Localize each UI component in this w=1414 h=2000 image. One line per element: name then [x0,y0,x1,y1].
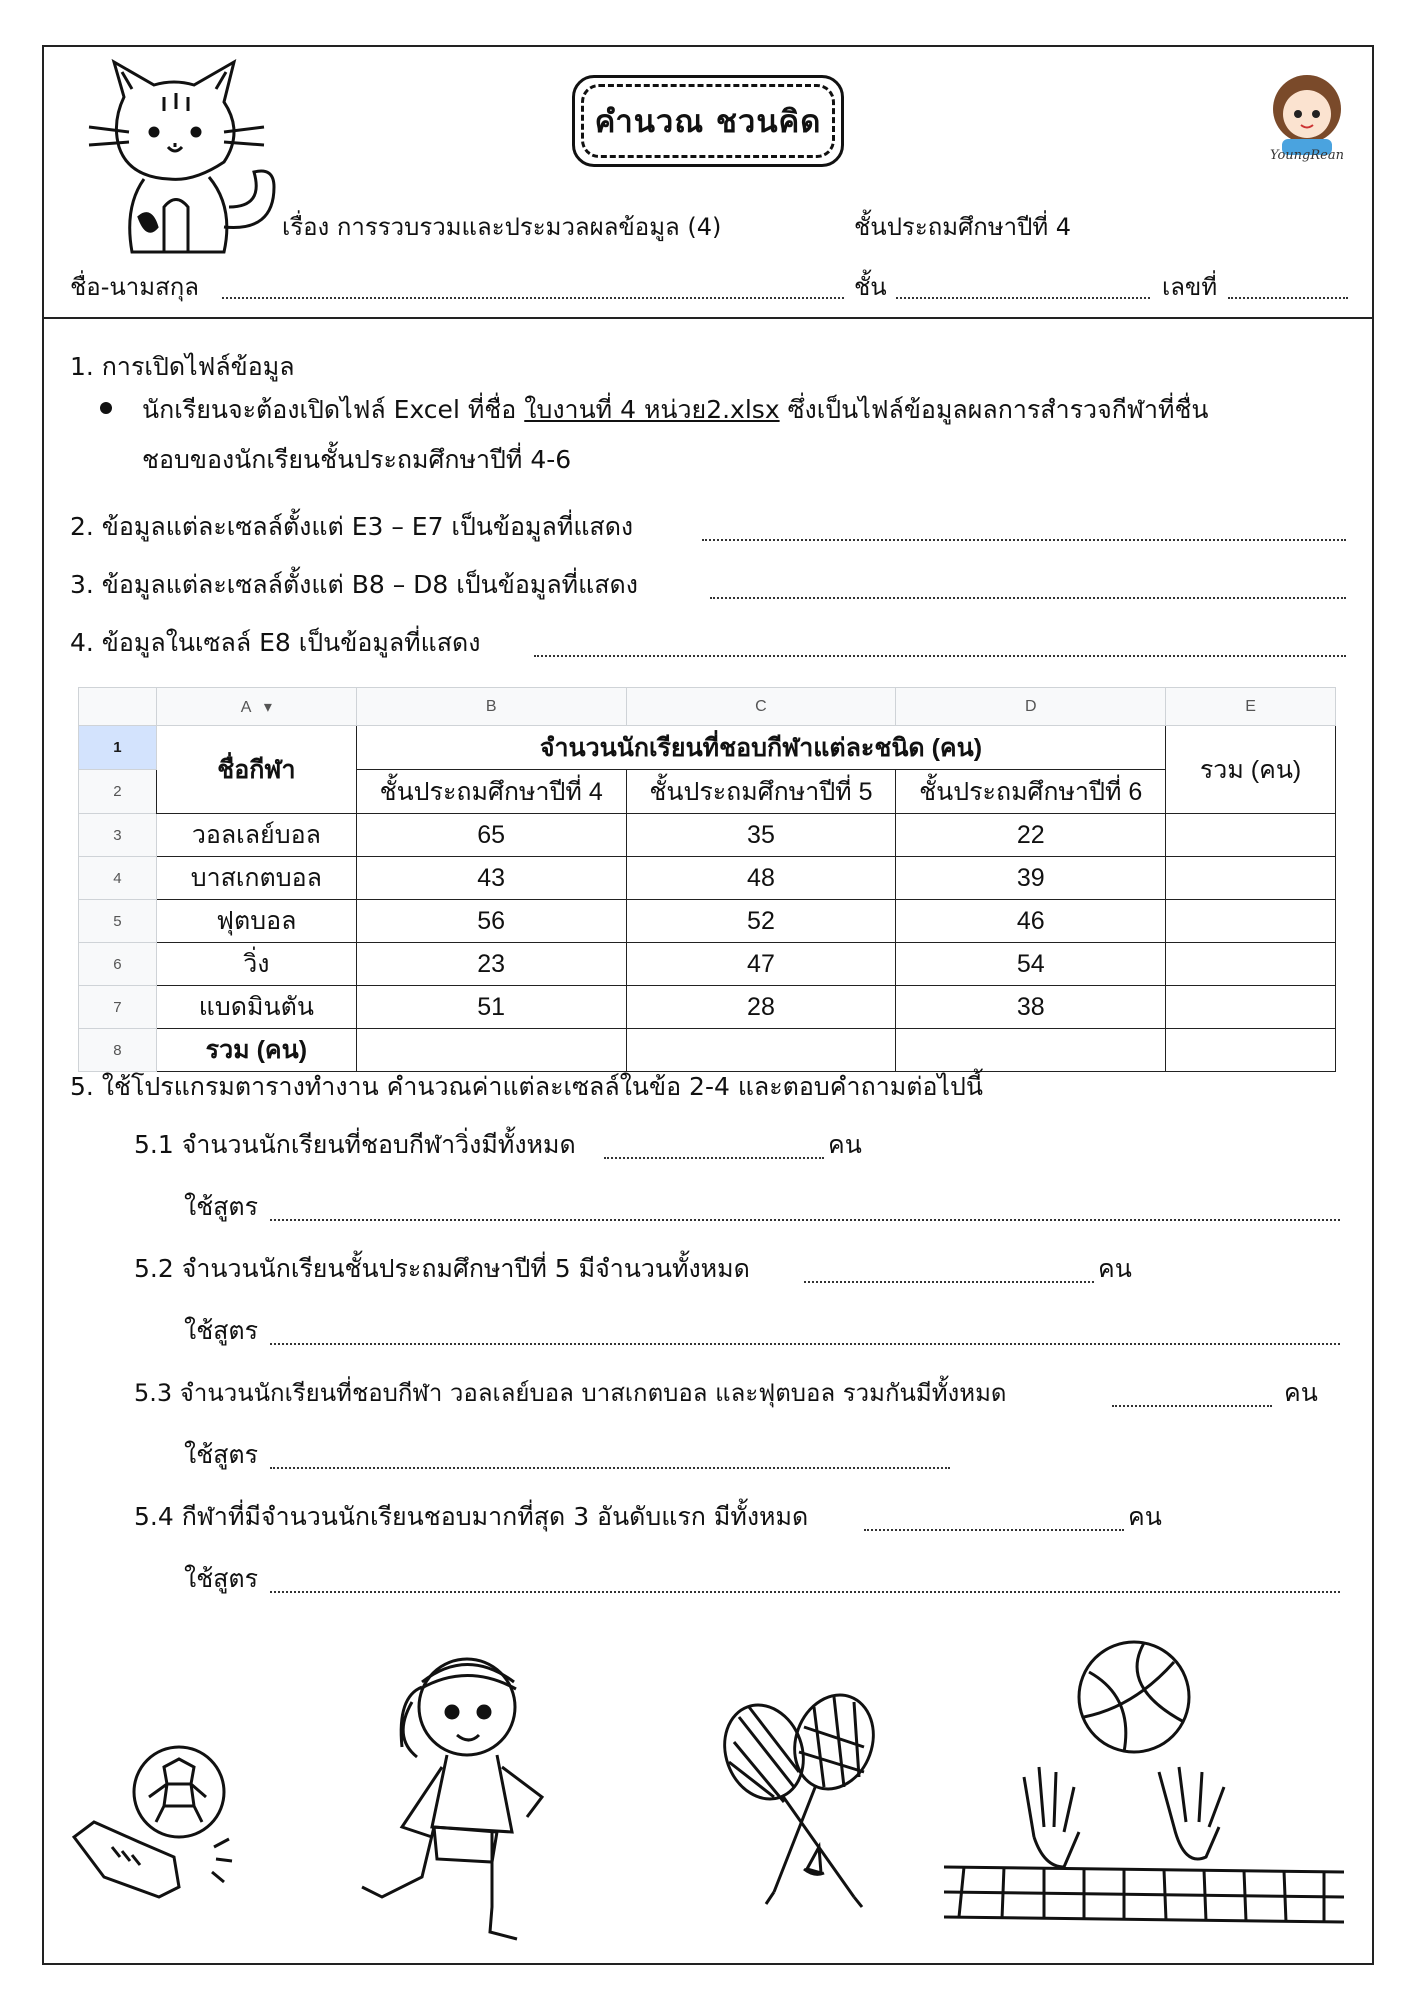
question-5-2: 5.2 จำนวนนักเรียนชั้นประถมศึกษาปีที่ 5 มีจำนวนทั้งหมด [134,1254,750,1283]
logo-text: YoungRean [1270,148,1344,163]
group-header-cell[interactable]: จำนวนนักเรียนที่ชอบกีฬาแต่ละชนิด (คน) [356,726,1165,770]
total-row-label[interactable]: รวม (คน) [156,1029,356,1072]
unit-label: คน [1128,1502,1162,1531]
unit-label: คน [828,1130,862,1159]
bullet-suffix: ซึ่งเป็นไฟล์ข้อมูลผลการสำรวจกีฬาที่ชื่น [787,395,1209,424]
p4-cell[interactable]: 51 [356,986,626,1029]
section1-bullet [142,390,1209,430]
column-header-d[interactable]: D [896,688,1166,726]
number-field[interactable] [1228,297,1348,299]
sport-header-cell[interactable]: ชื่อกีฬา [156,726,356,814]
worksheet-frame [42,45,1374,1965]
formula-label: ใช้สูตร [184,1440,259,1469]
sport-cell[interactable]: ฟุตบอล [156,900,356,943]
young-rean-logo [1252,59,1362,169]
grade-header-p5[interactable]: ชั้นประถมศึกษาปีที่ 5 [626,770,896,814]
worksheet-title: คำนวณ ชวนคิด [594,104,822,140]
answer-5-4-line[interactable] [864,1529,1124,1531]
subject-line: เรื่อง การรวบรวมและประมวลผลข้อมูล (4) [282,213,722,241]
p5-cell[interactable]: 35 [626,814,896,857]
question-3: 3. ข้อมูลแต่ละเซลล์ตั้งแต่ B8 – D8 เป็นข้อมูลที่แสดง [70,570,638,599]
total-header-cell[interactable]: รวม (คน) [1166,726,1336,814]
total-cell-e7[interactable] [1166,986,1336,1029]
p4-cell[interactable]: 23 [356,943,626,986]
p5-cell[interactable]: 28 [626,986,896,1029]
p6-cell[interactable]: 39 [896,857,1166,900]
table-row [79,857,1336,900]
unit-label: คน [1098,1254,1132,1283]
formula-label: ใช้สูตร [184,1192,259,1221]
section5-heading: 5. ใช้โปรแกรมตารางทำงาน คำนวณค่าแต่ละเซลล์ในข้อ 2-4 และตอบคำถามต่อไปนี้ [70,1072,984,1101]
table-row [79,943,1336,986]
unit-label: คน [1284,1378,1318,1407]
bullet-icon [100,402,112,414]
formula-5-2-line[interactable] [270,1343,1340,1345]
column-header-e[interactable]: E [1166,688,1336,726]
running-girl-illustration [342,1627,592,1957]
formula-label: ใช้สูตร [184,1316,259,1345]
grade-header-p4[interactable]: ชั้นประถมศึกษาปีที่ 4 [356,770,626,814]
question-5-4: 5.4 กีฬาที่มีจำนวนนักเรียนชอบมากที่สุด 3 อันดับแรก มีทั้งหมด [134,1502,809,1531]
spreadsheet [78,687,1336,1072]
p6-cell[interactable]: 38 [896,986,1166,1029]
table-row [79,900,1336,943]
football-kick-illustration [64,1727,244,1907]
volleyball-illustration [944,1627,1344,1957]
section1-heading: 1. การเปิดไฟล์ข้อมูล [70,352,295,381]
total-cell-e8[interactable] [1166,1029,1336,1072]
formula-5-1-line[interactable] [270,1219,1340,1221]
p4-cell[interactable]: 65 [356,814,626,857]
row-header-6[interactable]: 6 [79,943,157,986]
row-header-2[interactable]: 2 [79,770,157,814]
question-5-1: 5.1 จำนวนนักเรียนที่ชอบกีฬาวิ่งมีทั้งหมด [134,1130,576,1159]
total-cell-e5[interactable] [1166,900,1336,943]
class-label: ชั้น [854,273,887,301]
table-row [79,1029,1336,1072]
total-cell-e3[interactable] [1166,814,1336,857]
name-field[interactable] [222,297,844,299]
total-cell-e6[interactable] [1166,943,1336,986]
sport-cell[interactable]: วิ่ง [156,943,356,986]
p6-cell[interactable]: 22 [896,814,1166,857]
row-header-4[interactable]: 4 [79,857,157,900]
grade-header-p6[interactable]: ชั้นประถมศึกษาปีที่ 6 [896,770,1166,814]
answer-4-line[interactable] [534,655,1346,657]
section1-bullet-line2: ชอบของนักเรียนชั้นประถมศึกษาปีที่ 4-6 [142,445,572,474]
bullet-prefix: นักเรียนจะต้องเปิดไฟล์ Excel ที่ชื่อ [142,395,517,424]
p4-cell[interactable]: 43 [356,857,626,900]
answer-5-1-line[interactable] [604,1157,824,1159]
table-row [79,726,1336,770]
total-cell-e4[interactable] [1166,857,1336,900]
cat-illustration [84,57,314,272]
column-header-c[interactable]: C [626,688,896,726]
sport-cell[interactable]: บาสเกตบอล [156,857,356,900]
row-header-5[interactable]: 5 [79,900,157,943]
sport-cell[interactable]: วอลเลย์บอล [156,814,356,857]
spreadsheet-table [78,687,1336,1072]
name-label: ชื่อ-นามสกุล [70,273,199,301]
question-5-3: 5.3 จำนวนนักเรียนที่ชอบกีฬา วอลเลย์บอล บาสเกตบอล และฟุตบอล รวมกันมีทั้งหมด [134,1379,1007,1407]
column-header-row [79,688,1336,726]
total-cell-d8[interactable] [896,1029,1166,1072]
table-row [79,814,1336,857]
row-header-1[interactable]: 1 [79,726,157,770]
row-header-7[interactable]: 7 [79,986,157,1029]
table-row [79,986,1336,1029]
column-header-b[interactable]: B [356,688,626,726]
answer-3-line[interactable] [710,597,1346,599]
p6-cell[interactable]: 54 [896,943,1166,986]
total-cell-b8[interactable] [356,1029,626,1072]
answer-5-2-line[interactable] [804,1281,1094,1283]
sport-cell[interactable]: แบดมินตัน [156,986,356,1029]
dropdown-icon[interactable]: ▾ [263,698,272,716]
grade-line: ชั้นประถมศึกษาปีที่ 4 [854,213,1072,241]
p5-cell[interactable]: 47 [626,943,896,986]
total-cell-c8[interactable] [626,1029,896,1072]
row-header-8[interactable]: 8 [79,1029,157,1072]
sheet-corner[interactable] [79,688,157,726]
number-label: เลขที่ [1162,273,1218,301]
formula-5-4-line[interactable] [270,1591,1340,1593]
formula-5-3-line[interactable] [270,1467,950,1469]
file-name: ใบงานที่ 4 หน่วย2.xlsx [524,395,780,424]
answer-2-line[interactable] [702,539,1346,541]
question-4: 4. ข้อมูลในเซลล์ E8 เป็นข้อมูลที่แสดง [70,628,481,657]
class-field[interactable] [896,297,1150,299]
p6-cell[interactable]: 46 [896,900,1166,943]
header-divider [44,317,1372,319]
p4-cell[interactable]: 56 [356,900,626,943]
row-header-3[interactable]: 3 [79,814,157,857]
p5-cell[interactable]: 52 [626,900,896,943]
answer-5-3-line[interactable] [1112,1405,1272,1407]
badminton-rackets-illustration [704,1687,904,1917]
column-header-a[interactable]: A ▾ [156,688,356,726]
question-2: 2. ข้อมูลแต่ละเซลล์ตั้งแต่ E3 – E7 เป็นข้อมูลที่แสดง [70,512,634,541]
p5-cell[interactable]: 48 [626,857,896,900]
worksheet-title-box [572,75,844,167]
formula-label: ใช้สูตร [184,1564,259,1593]
